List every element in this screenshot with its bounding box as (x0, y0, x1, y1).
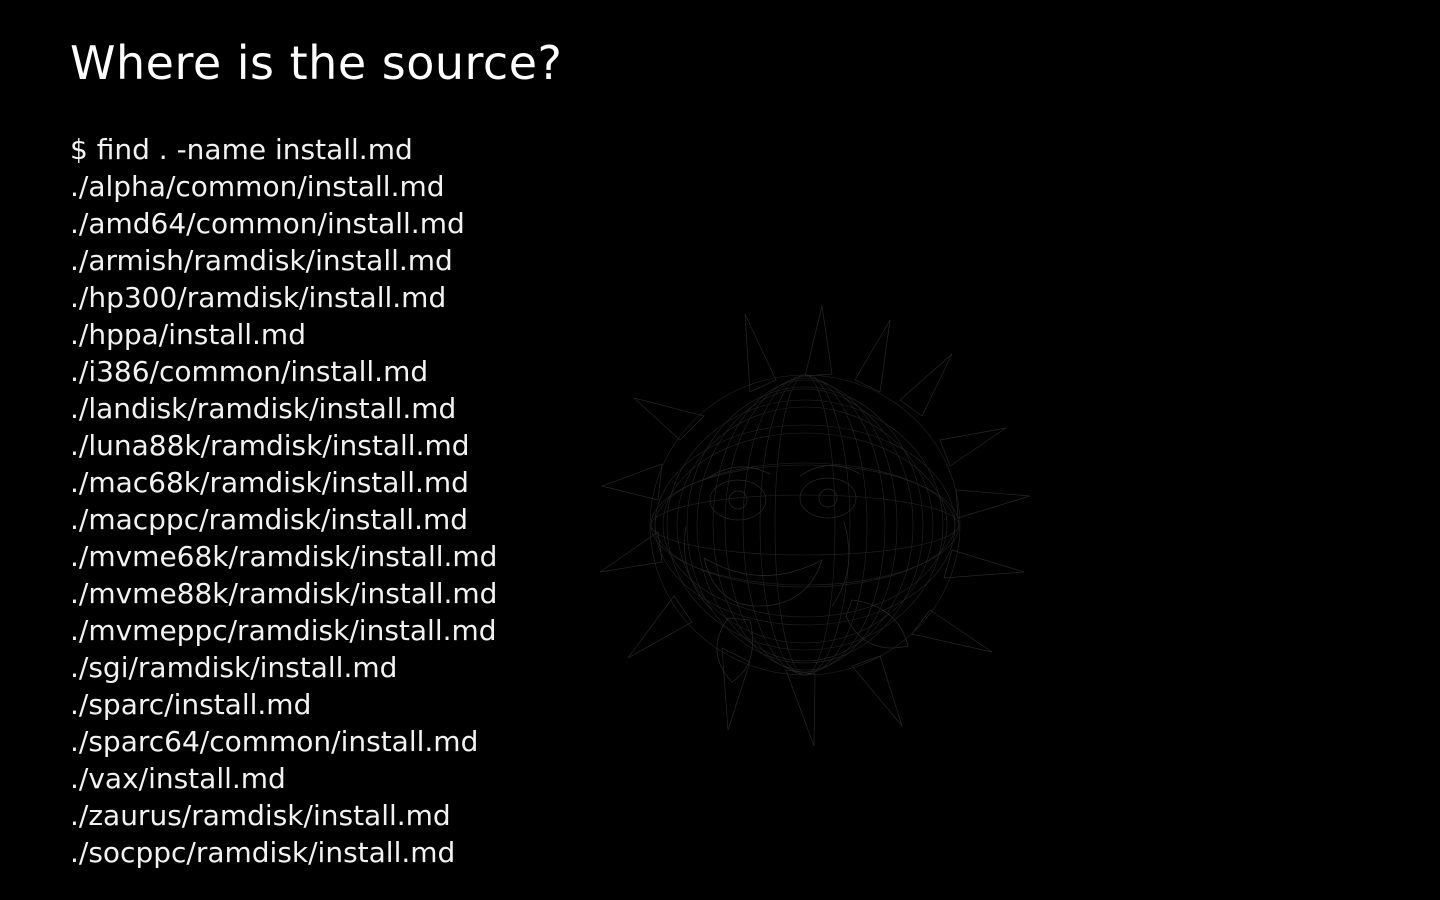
terminal-result-line: ./socppc/ramdisk/install.md (70, 836, 456, 869)
terminal-result-line: ./armish/ramdisk/install.md (70, 244, 453, 277)
terminal-result-line: ./landisk/ramdisk/install.md (70, 392, 457, 425)
terminal-result-line: ./hp300/ramdisk/install.md (70, 281, 447, 314)
terminal-result-line: ./alpha/common/install.md (70, 170, 445, 203)
terminal-result-line: ./macppc/ramdisk/install.md (70, 503, 469, 536)
terminal-result-line: ./zaurus/ramdisk/install.md (70, 799, 451, 832)
terminal-result-line: ./mvmeppc/ramdisk/install.md (70, 614, 497, 647)
terminal-result-line: ./vax/install.md (70, 762, 286, 795)
terminal-result-line: ./luna88k/ramdisk/install.md (70, 429, 470, 462)
terminal-output (70, 131, 497, 871)
terminal-result-line: ./i386/common/install.md (70, 355, 429, 388)
terminal-result-line: ./sparc64/common/install.md (70, 725, 479, 758)
terminal-result-line: ./mvme68k/ramdisk/install.md (70, 540, 498, 573)
page-title: Where is the source? (70, 36, 563, 90)
terminal-result-line: ./mvme88k/ramdisk/install.md (70, 577, 498, 610)
terminal-result-line: ./sparc/install.md (70, 688, 312, 721)
terminal-result-line: ./sgi/ramdisk/install.md (70, 651, 398, 684)
terminal-result-line: ./mac68k/ramdisk/install.md (70, 466, 469, 499)
terminal-result-line: ./hppa/install.md (70, 318, 306, 351)
puffer-fish-wireframe-icon (600, 300, 1040, 780)
terminal-prompt-line: $ find . -name install.md (70, 133, 413, 166)
terminal-result-line: ./amd64/common/install.md (70, 207, 465, 240)
